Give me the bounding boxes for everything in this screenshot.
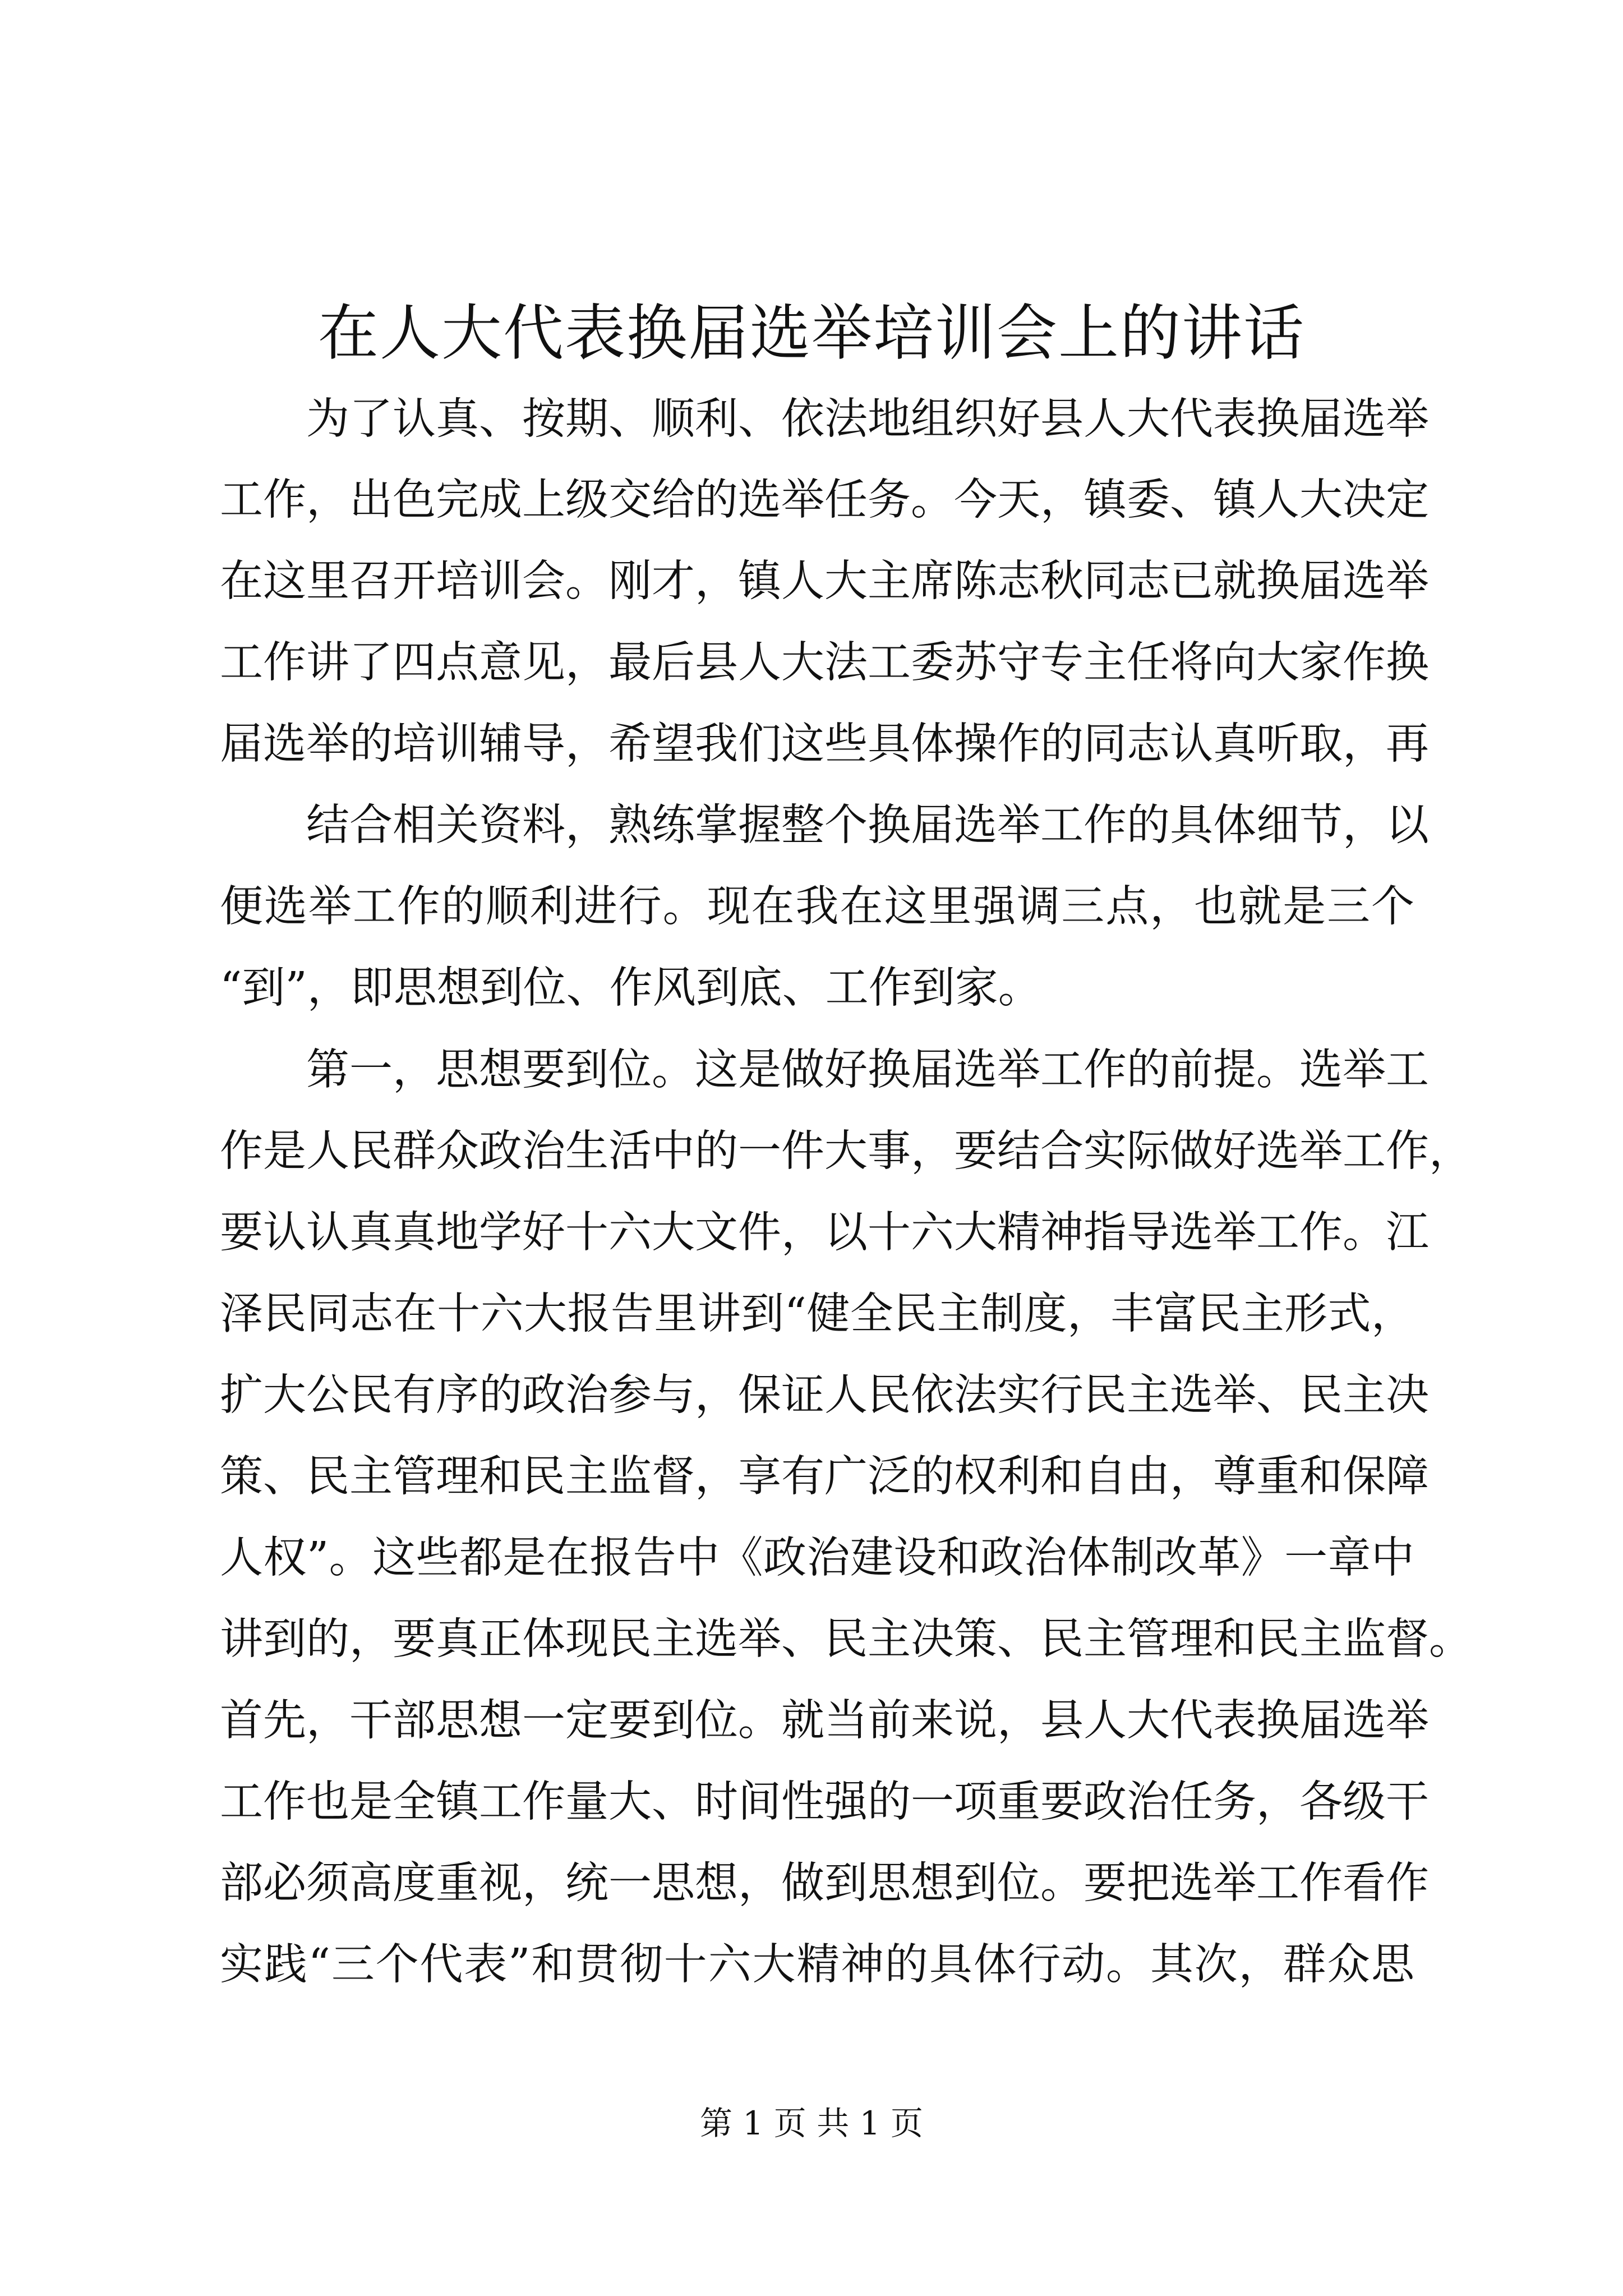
body-line-18: 工作也是全镇工作量大、时间性强的一项重要政治任务，各级干 bbox=[220, 1777, 1429, 1827]
body-line-4: 工作讲了四点意见，最后县人大法工委苏守专主任将向大家作换 bbox=[220, 638, 1429, 688]
body-line-13: 扩大公民有序的政治参与，保证人民依法实行民主选举、民主决 bbox=[220, 1370, 1429, 1420]
body-line-9: 第一，思想要到位。这是做好换届选举工作的前提。选举工 bbox=[306, 1045, 1429, 1095]
body-line-10: 作是人民群众政治生活中的一件大事，要结合实际做好选举工作， bbox=[220, 1126, 1472, 1176]
body-line-8: “到”，即思想到位、作风到底、工作到家。 bbox=[220, 963, 1041, 1013]
body-line-2: 工作，出色完成上级交给的选举任务。今天，镇委、镇人大决定 bbox=[220, 475, 1429, 525]
body-line-14: 策、民主管理和民主监督，享有广泛的权利和自由，尊重和保障 bbox=[220, 1452, 1429, 1502]
body-line-20: 实践“三个代表”和贯彻十六大精神的具体行动。其次，群众思 bbox=[220, 1940, 1414, 1990]
body-line-17: 首先，干部思想一定要到位。就当前来说，县人大代表换届选举 bbox=[220, 1696, 1429, 1746]
body-line-11: 要认认真真地学好十六大文件，以十六大精神指导选举工作。江 bbox=[220, 1208, 1429, 1258]
body-line-6: 结合相关资料，熟练掌握整个换届选举工作的具体细节，以 bbox=[306, 800, 1429, 850]
body-line-15: 人权”。这些都是在报告中《政治建设和政治体制改革》一章中 bbox=[220, 1533, 1414, 1583]
body-line-3: 在这里召开培训会。刚才，镇人大主席陈志秋同志已就换届选举 bbox=[220, 556, 1429, 606]
document-title: 在人大代表换届选举培训会上的讲话 bbox=[317, 298, 1305, 369]
body-line-19: 部必须高度重视，统一思想，做到思想到位。要把选举工作看作 bbox=[220, 1858, 1429, 1908]
body-line-16: 讲到的，要真正体现民主选举、民主决策、民主管理和民主监督。 bbox=[220, 1614, 1472, 1664]
body-line-12: 泽民同志在十六大报告里讲到“健全民主制度，丰富民主形式， bbox=[220, 1289, 1414, 1339]
body-line-5: 届选举的培训辅导，希望我们这些具体操作的同志认真听取，再 bbox=[220, 719, 1429, 769]
body-line-1: 为了认真、按期、顺利、依法地组织好县人大代表换届选举 bbox=[306, 394, 1429, 444]
page-footer: 第 1 页 共 1 页 bbox=[700, 2104, 923, 2142]
body-line-7: 便选举工作的顺利进行。现在我在这里强调三点，也就是三个 bbox=[220, 882, 1414, 932]
